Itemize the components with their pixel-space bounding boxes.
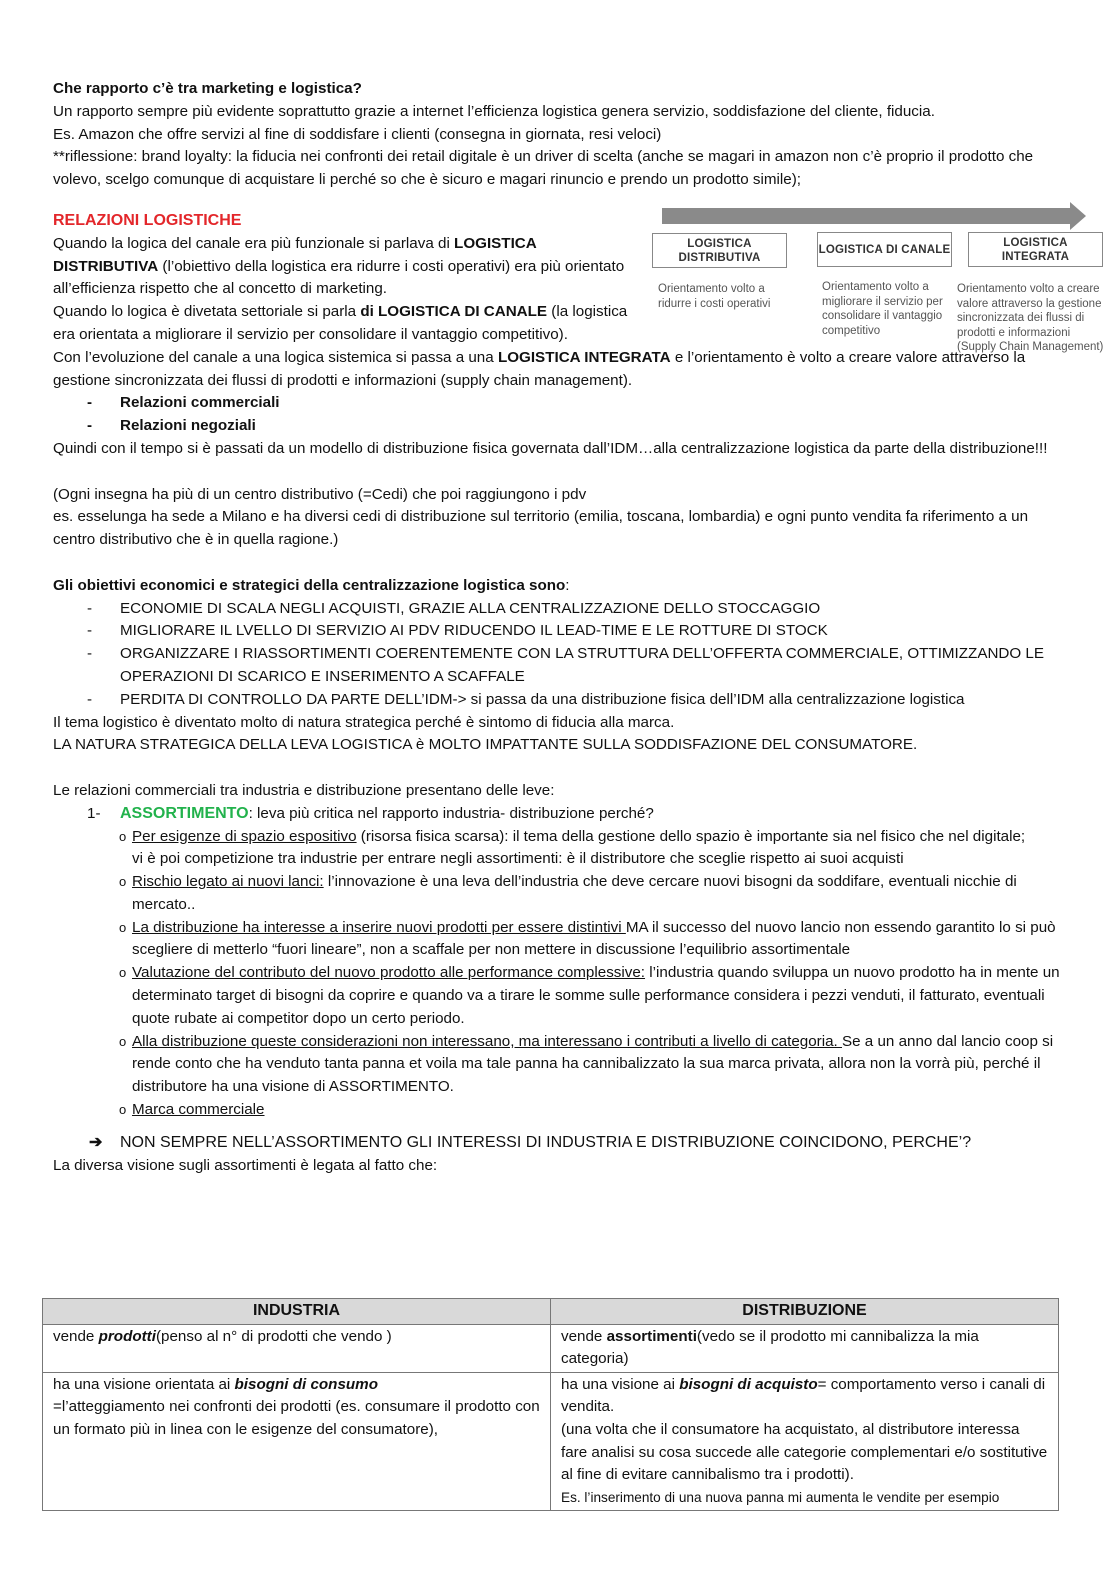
logistica-evolution-diagram [650, 200, 1105, 375]
logistica-integrata-paragraph: Con l’evoluzione del canale a una logica sistemica si passa a una LOGISTICA INTEGRATA e l’orientamento è volto a creare valore attraverso la gestione sincronizzata dei flussi di prodotti e informazioni (supply chain management). [53, 348, 1026, 389]
natura-strategica-paragraph: LA NATURA STRATEGICA DELLA LEVA LOGISTICA è MOLTO IMPATTANTE SULLA SODDISFAZIONE DEL CONSUMATORE. [53, 736, 918, 754]
list-item: - PERDITA DI CONTROLLO DA PARTE DELL’IDM-> si passa da una distribuzione fisica dell’IDM alla centralizzazione logistica [53, 689, 1063, 712]
list-item: o Alla distribuzione queste considerazioni non interessano, ma interessano i contributi a livello di categoria. Se a un anno dal lancio coop si rende conto che ha venduto tanta panna et voila ma tale panna ha cannibalizzato la sua marca privata, allora non la vorrà più, perché il distributore ha una visione di ASSORTIMENTO. [53, 1031, 1063, 1099]
leve-intro: Le relazioni commerciali tra industria e distribuzione presentano delle leve: [53, 781, 555, 799]
box-logistica-integrata: LOGISTICA INTEGRATA [968, 232, 1103, 267]
intro-example: Es. Amazon che offre servizi al fine di soddisfare i clienti (consegna in giornata, resi veloci) [53, 125, 662, 143]
list-item: o Per esigenze di spazio espositivo (risorsa fisica scarsa): il tema della gestione dello spazio è importante sia nel fisico che nel digitale; vi è poi competizione tra industrie per entrare negli assortimenti: è il distributore che sceglie rispetto ai suoi acquisti [53, 826, 1063, 872]
section-heading-relazioni: RELAZIONI LOGISTICHE [53, 211, 242, 229]
esselunga-paragraph: es. esselunga ha sede a Milano e ha diversi cedi di distribuzione sul territorio (emilia, toscana, lombardia) e ogni punto vendita fa riferimento a un centro distributivo che è in quella ragione.) [53, 508, 1029, 549]
comparison-table [42, 1298, 1059, 1511]
cell-distribuzione-assortimenti: vende assortimenti(vedo se il prodotto mi cannibalizza la mia categoria) [551, 1324, 1059, 1372]
table-row [43, 1372, 1059, 1511]
arrow-right-icon: ➔ [89, 1133, 103, 1151]
box-logistica-distributiva: LOGISTICA DISTRIBUTIVA [652, 233, 787, 268]
assortimento-sublist [53, 826, 1063, 1122]
conclusion-line: ➔ NON SEMPRE NELL’ASSORTIMENTO GLI INTERESSI DI INDUSTRIA E DISTRIBUZIONE COINCIDONO, PERCHE’? [53, 1132, 1063, 1155]
cell-distribuzione-bisogni: ha una visione ai bisogni di acquisto= comportamento verso i canali di vendita. (una volta che il consumatore ha acquistato, al distributore interessa fare analisi su cosa succede alle categorie complementari e/o sostitutive al fine di evitare cannibalismo tra i prodotti). Es. l’inserimento di una nuova panna mi aumenta le vendite per esempio [551, 1372, 1059, 1511]
table-intro: La diversa visione sugli assortimenti è legata al fatto che: [53, 1156, 438, 1174]
desc-canale: Orientamento volto a migliorare il servizio per consolidare il vantaggio competitivo [822, 281, 943, 337]
tema-logistico-paragraph: Il tema logistico è diventato molto di natura strategica perché è sintomo di fiducia alla marca. [53, 713, 675, 731]
intro-question: Che rapporto c’è tra marketing e logistica? [53, 80, 362, 97]
list-item: o Rischio legato ai nuovi lanci: l’innovazione è una leva dell’industria che deve cercare nuovi bisogni da soddifare, eventuali nicchie di mercato.. [53, 871, 1063, 917]
obiettivi-list [53, 598, 1063, 712]
logistica-distributiva-paragraph: Quando la logica del canale era più funzionale si parlava di LOGISTICA DISTRIBUTIVA (l’obiettivo della logistica era ridurre i costi operativi) era più orientato all’efficienza rispetto che al concetto di marketing. [53, 234, 625, 298]
header-industria: INDUSTRIA [43, 1299, 551, 1325]
list-item: o La distribuzione ha interesse a inserire nuovi prodotti per essere distintivi MA il successo del nuovo lancio non essendo garantito lo si può scegliere di metterlo “fuori lineare”, non a scaffale per non mettere in discussione l’equilibrio assortimentale [53, 917, 1063, 963]
list-item: - Relazioni commerciali [53, 392, 1063, 415]
list-item: - MIGLIORARE IL LVELLO DI SERVIZIO AI PDV RIDUCENDO IL LEAD-TIME E LE ROTTURE DI STOCK [53, 620, 1063, 643]
list-item: - ECONOMIE DI SCALA NEGLI ACQUISTI, GRAZIE ALLA CENTRALIZZAZIONE DELLO STOCCAGGIO [53, 598, 1063, 621]
table-header-row [43, 1299, 1059, 1325]
relazioni-list [53, 392, 1063, 438]
logistica-canale-paragraph: Quando lo logica è divetata settoriale si parla di LOGISTICA DI CANALE (la logistica era orientata a migliorare il servizio per consolidare il vantaggio competitivo). [53, 303, 628, 343]
desc-distributiva: Orientamento volto a ridurre i costi operativi [658, 283, 771, 310]
header-distribuzione: DISTRIBUZIONE [551, 1299, 1059, 1325]
leva-assortimento: 1- ASSORTIMENTO: leva più critica nel rapporto industria- distribuzione perché? [87, 804, 654, 822]
list-item: - ORGANIZZARE I RIASSORTIMENTI COERENTEMENTE CON LA STRUTTURA DELL’OFFERTA COMMERCIALE, OTTIMIZZANDO LE OPERAZIONI DI SCARICO E INSERIMENTO A SCAFFALE [53, 643, 1063, 689]
obiettivi-heading: Gli obiettivi economici e strategici della centralizzazione logistica sono: [53, 576, 570, 594]
centralizzazione-paragraph: Quindi con il tempo si è passati da un modello di distribuzione fisica governata dall’IDM…alla centralizzazione logistica da parte della distribuzione!!! [53, 439, 1048, 457]
cell-industria-prodotti: vende prodotti(penso al n° di prodotti che vendo ) [43, 1324, 551, 1372]
list-item: o Valutazione del contributo del nuovo prodotto alle performance complessive: l’industria quando sviluppa un nuovo prodotto ha in mente un determinato target di bisogni da coprire e quando va a tirare le somme sulle performance considera i pezzi venduti, il fatturato, eventuali quote rubate ai competitor dopo un certo periodo. [53, 962, 1063, 1030]
list-item: o Marca commerciale [53, 1099, 1063, 1122]
desc-integrata: Orientamento volto a creare valore attraverso la gestione sincronizzata dei flussi di prodotti e informazioni (Supply Chain Management) [957, 283, 1104, 353]
intro-reflection: **riflessione: brand loyalty: la fiducia nei confronti dei retail digitale è un driver di scelta (anche se magari in amazon non c’è proprio il prodotto che volevo, scelgo comunque di acquistare li perché so che è sicuro e magari rinuncio e prendo un prodotto simile); [53, 148, 1034, 189]
cedi-paragraph: (Ogni insegna ha più di un centro distributivo (=Cedi) che poi raggiungono i pdv [53, 485, 587, 503]
intro-paragraph: Un rapporto sempre più evidente soprattutto grazie a internet l’efficienza logistica genera servizio, soddisfazione del cliente, fiducia. [53, 102, 935, 120]
cell-industria-bisogni: ha una visione orientata ai bisogni di consumo =l’atteggiamento nei confronti dei prodotti (es. consumare il prodotto con un formato più in linea con le esigenze del consumatore), [43, 1372, 551, 1511]
box-logistica-canale: LOGISTICA DI CANALE [817, 232, 952, 267]
list-item: - Relazioni negoziali [53, 415, 1063, 438]
table-row [43, 1324, 1059, 1372]
